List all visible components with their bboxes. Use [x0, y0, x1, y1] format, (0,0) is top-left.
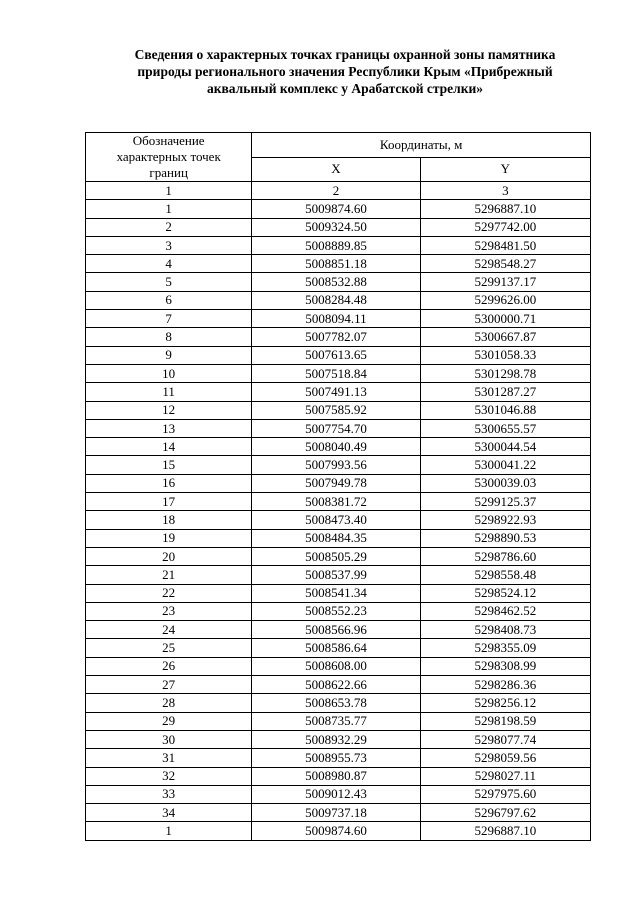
table-row — [86, 328, 591, 346]
x-coordinate-cell: 5008552.23 — [252, 602, 420, 620]
y-coordinate-cell: 5299125.37 — [420, 493, 590, 511]
point-number-cell: 32 — [86, 767, 252, 785]
header-line: границ — [149, 165, 188, 180]
y-coordinate-cell: 5296797.62 — [420, 804, 590, 822]
y-coordinate-cell: 5297975.60 — [420, 785, 590, 803]
point-number-cell: 25 — [86, 639, 252, 657]
point-number-cell: 3 — [86, 236, 252, 254]
y-coordinate-cell: 5301298.78 — [420, 364, 590, 382]
y-coordinate-cell: 5296887.10 — [420, 822, 590, 840]
point-number-cell: 2 — [86, 218, 252, 236]
table-row — [86, 822, 591, 840]
column-number: 2 — [252, 182, 420, 200]
point-number-cell: 20 — [86, 547, 252, 565]
point-number-cell: 15 — [86, 456, 252, 474]
point-number-cell: 29 — [86, 712, 252, 730]
header-coordinates: Координаты, м — [252, 133, 591, 158]
x-coordinate-cell: 5007754.70 — [252, 419, 420, 437]
table-row — [86, 474, 591, 492]
point-number-cell: 12 — [86, 401, 252, 419]
x-coordinate-cell: 5007585.92 — [252, 401, 420, 419]
y-coordinate-cell: 5299626.00 — [420, 291, 590, 309]
header-x: X — [252, 157, 420, 182]
y-coordinate-cell: 5300044.54 — [420, 438, 590, 456]
x-coordinate-cell: 5008566.96 — [252, 621, 420, 639]
x-coordinate-cell: 5008608.00 — [252, 657, 420, 675]
x-coordinate-cell: 5009012.43 — [252, 785, 420, 803]
point-number-cell: 27 — [86, 676, 252, 694]
table-row — [86, 401, 591, 419]
point-number-cell: 34 — [86, 804, 252, 822]
point-number-cell: 28 — [86, 694, 252, 712]
y-coordinate-cell: 5298558.48 — [420, 566, 590, 584]
table-row — [86, 419, 591, 437]
x-coordinate-cell: 5008537.99 — [252, 566, 420, 584]
table-row — [86, 218, 591, 236]
point-number-cell: 7 — [86, 310, 252, 328]
table-row — [86, 804, 591, 822]
y-coordinate-cell: 5298890.53 — [420, 529, 590, 547]
x-coordinate-cell: 5009324.50 — [252, 218, 420, 236]
y-coordinate-cell: 5300655.57 — [420, 419, 590, 437]
table-row — [86, 639, 591, 657]
y-coordinate-cell: 5300667.87 — [420, 328, 590, 346]
document-title — [80, 46, 610, 97]
y-coordinate-cell: 5298059.56 — [420, 749, 590, 767]
y-coordinate-cell: 5298524.12 — [420, 584, 590, 602]
point-number-cell: 22 — [86, 584, 252, 602]
header-y: Y — [420, 157, 590, 182]
x-coordinate-cell: 5007949.78 — [252, 474, 420, 492]
point-number-cell: 6 — [86, 291, 252, 309]
table-row — [86, 438, 591, 456]
table-row — [86, 657, 591, 675]
table-row — [86, 346, 591, 364]
table-row — [86, 602, 591, 620]
table-row — [86, 676, 591, 694]
x-coordinate-cell: 5008473.40 — [252, 511, 420, 529]
x-coordinate-cell: 5007613.65 — [252, 346, 420, 364]
x-coordinate-cell: 5008735.77 — [252, 712, 420, 730]
y-coordinate-cell: 5298198.59 — [420, 712, 590, 730]
y-coordinate-cell: 5298462.52 — [420, 602, 590, 620]
header-line: Обозначение — [132, 133, 205, 148]
table-row — [86, 291, 591, 309]
point-number-cell: 19 — [86, 529, 252, 547]
y-coordinate-cell: 5300039.03 — [420, 474, 590, 492]
y-coordinate-cell: 5300000.71 — [420, 310, 590, 328]
point-number-cell: 11 — [86, 383, 252, 401]
y-coordinate-cell: 5298786.60 — [420, 547, 590, 565]
table-row — [86, 785, 591, 803]
table-row — [86, 529, 591, 547]
x-coordinate-cell: 5008541.34 — [252, 584, 420, 602]
x-coordinate-cell: 5008532.88 — [252, 273, 420, 291]
x-coordinate-cell: 5007782.07 — [252, 328, 420, 346]
y-coordinate-cell: 5301046.88 — [420, 401, 590, 419]
x-coordinate-cell: 5008851.18 — [252, 255, 420, 273]
x-coordinate-cell: 5008955.73 — [252, 749, 420, 767]
x-coordinate-cell: 5007518.84 — [252, 364, 420, 382]
x-coordinate-cell: 5008586.64 — [252, 639, 420, 657]
y-coordinate-cell: 5298355.09 — [420, 639, 590, 657]
header-line: характерных точек — [116, 149, 221, 164]
y-coordinate-cell: 5301058.33 — [420, 346, 590, 364]
x-coordinate-cell: 5008284.48 — [252, 291, 420, 309]
column-numbering-row — [86, 182, 591, 200]
table-row — [86, 694, 591, 712]
x-coordinate-cell: 5008980.87 — [252, 767, 420, 785]
y-coordinate-cell: 5300041.22 — [420, 456, 590, 474]
y-coordinate-cell: 5298256.12 — [420, 694, 590, 712]
table-row — [86, 310, 591, 328]
point-number-cell: 26 — [86, 657, 252, 675]
point-number-cell: 18 — [86, 511, 252, 529]
point-number-cell: 33 — [86, 785, 252, 803]
y-coordinate-cell: 5298027.11 — [420, 767, 590, 785]
x-coordinate-cell: 5007993.56 — [252, 456, 420, 474]
x-coordinate-cell: 5009874.60 — [252, 822, 420, 840]
header-point-designation — [86, 133, 252, 182]
y-coordinate-cell: 5297742.00 — [420, 218, 590, 236]
table-row — [86, 456, 591, 474]
table-row — [86, 730, 591, 748]
table-header — [86, 133, 591, 200]
y-coordinate-cell: 5298481.50 — [420, 236, 590, 254]
point-number-cell: 17 — [86, 493, 252, 511]
column-number: 1 — [86, 182, 252, 200]
x-coordinate-cell: 5008505.29 — [252, 547, 420, 565]
table-row — [86, 236, 591, 254]
table-row — [86, 511, 591, 529]
table-row — [86, 255, 591, 273]
table-row — [86, 749, 591, 767]
x-coordinate-cell: 5008040.49 — [252, 438, 420, 456]
y-coordinate-cell: 5299137.17 — [420, 273, 590, 291]
table-row — [86, 584, 591, 602]
point-number-cell: 30 — [86, 730, 252, 748]
y-coordinate-cell: 5298922.93 — [420, 511, 590, 529]
point-number-cell: 8 — [86, 328, 252, 346]
y-coordinate-cell: 5298077.74 — [420, 730, 590, 748]
column-number: 3 — [420, 182, 590, 200]
table-row — [86, 364, 591, 382]
x-coordinate-cell: 5008622.66 — [252, 676, 420, 694]
x-coordinate-cell: 5008381.72 — [252, 493, 420, 511]
point-number-cell: 1 — [86, 822, 252, 840]
point-number-cell: 31 — [86, 749, 252, 767]
point-number-cell: 24 — [86, 621, 252, 639]
y-coordinate-cell: 5296887.10 — [420, 200, 590, 218]
table-row — [86, 200, 591, 218]
x-coordinate-cell: 5009737.18 — [252, 804, 420, 822]
y-coordinate-cell: 5298308.99 — [420, 657, 590, 675]
y-coordinate-cell: 5298286.36 — [420, 676, 590, 694]
title-line: аквальный комплекс у Арабатской стрелки» — [206, 81, 484, 96]
x-coordinate-cell: 5008094.11 — [252, 310, 420, 328]
y-coordinate-cell: 5301287.27 — [420, 383, 590, 401]
point-number-cell: 23 — [86, 602, 252, 620]
table-row — [86, 273, 591, 291]
x-coordinate-cell: 5008653.78 — [252, 694, 420, 712]
table-row — [86, 767, 591, 785]
point-number-cell: 5 — [86, 273, 252, 291]
table-row — [86, 621, 591, 639]
point-number-cell: 10 — [86, 364, 252, 382]
point-number-cell: 14 — [86, 438, 252, 456]
x-coordinate-cell: 5008484.35 — [252, 529, 420, 547]
point-number-cell: 4 — [86, 255, 252, 273]
x-coordinate-cell: 5008932.29 — [252, 730, 420, 748]
point-number-cell: 13 — [86, 419, 252, 437]
point-number-cell: 1 — [86, 200, 252, 218]
table-row — [86, 493, 591, 511]
table-row — [86, 566, 591, 584]
coordinates-table — [85, 132, 591, 841]
point-number-cell: 21 — [86, 566, 252, 584]
table-body — [86, 200, 591, 840]
table-row — [86, 383, 591, 401]
title-line: природы регионального значения Республики Крым «Прибрежный — [137, 64, 553, 79]
y-coordinate-cell: 5298408.73 — [420, 621, 590, 639]
title-line: Сведения о характерных точках границы охранной зоны памятника — [134, 47, 556, 62]
table-row — [86, 712, 591, 730]
y-coordinate-cell: 5298548.27 — [420, 255, 590, 273]
point-number-cell: 9 — [86, 346, 252, 364]
x-coordinate-cell: 5008889.85 — [252, 236, 420, 254]
x-coordinate-cell: 5009874.60 — [252, 200, 420, 218]
point-number-cell: 16 — [86, 474, 252, 492]
x-coordinate-cell: 5007491.13 — [252, 383, 420, 401]
table-row — [86, 547, 591, 565]
